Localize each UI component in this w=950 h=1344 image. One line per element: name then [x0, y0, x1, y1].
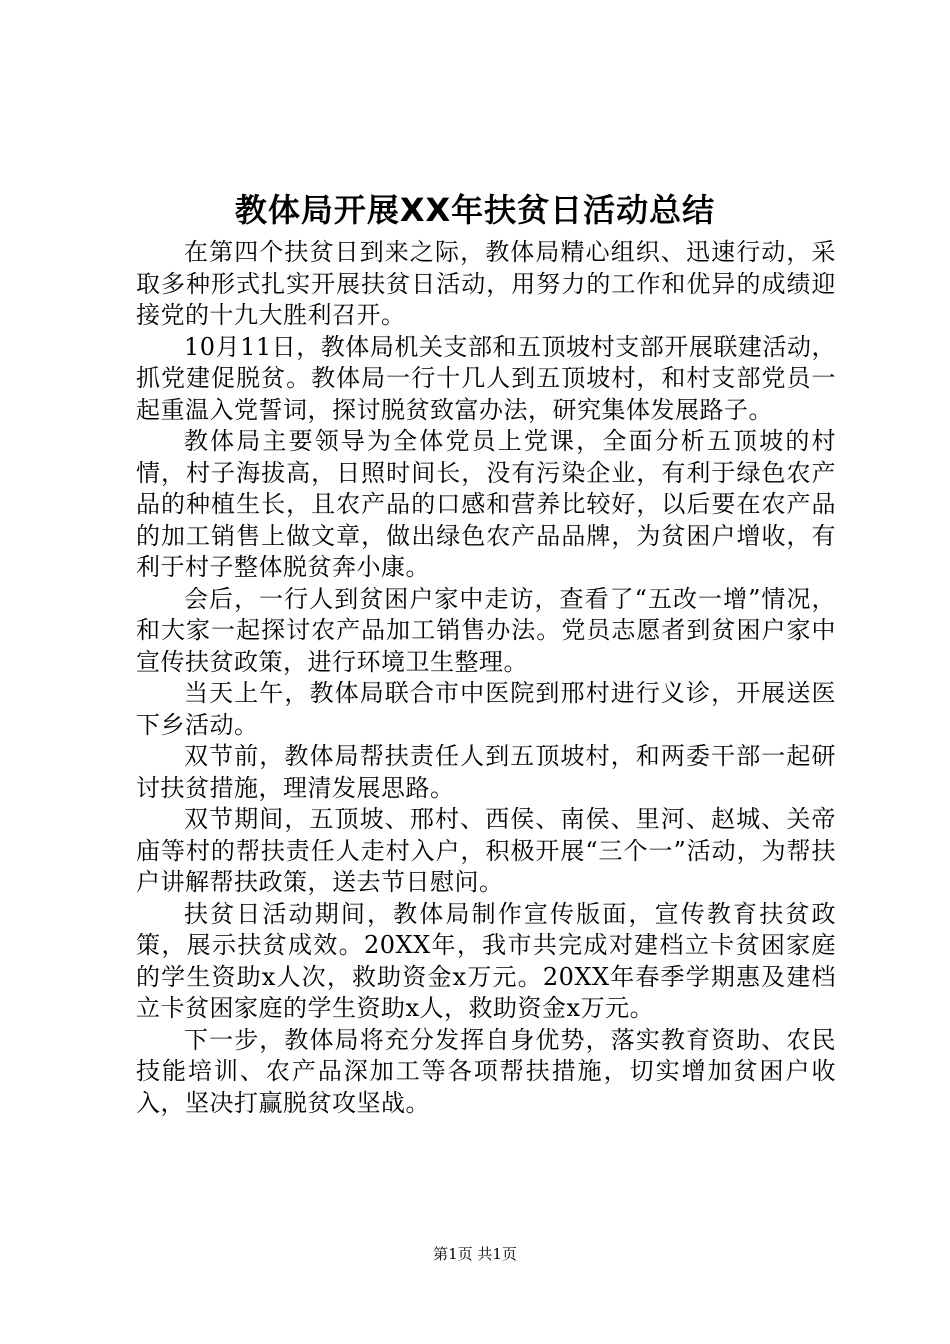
paragraph-4: 会后，一行人到贫困户家中走访，查看了“五改一增”情况，和大家一起探讨农产品加工销售办法。党员志愿者到贫困户家中宣传扶贫政策，进行环境卫生整理。 [136, 584, 836, 676]
document-title: 教体局开展XX年扶贫日活动总结 [234, 191, 716, 229]
paragraph-7: 双节期间，五顶坡、邢村、西侯、南侯、里河、赵城、关帝庙等村的帮扶责任人走村入户，积极开展“三个一”活动，为帮扶户讲解帮扶政策，送去节日慰问。 [136, 805, 836, 896]
paragraph-2: 10月11日，教体局机关支部和五顶坡村支部开展联建活动，抓党建促脱贫。教体局一行十几人到五顶坡村，和村支部党员一起重温入党誓词，探讨脱贫致富办法，研究集体发展路子。 [136, 332, 836, 424]
paragraph-1: 在第四个扶贫日到来之际，教体局精心组织、迅速行动，采取多种形式扎实开展扶贫日活动，用努力的工作和优异的成绩迎接党的十九大胜利召开。 [136, 238, 836, 329]
document-body [136, 237, 836, 1119]
paragraph-6: 双节前，教体局帮扶责任人到五顶坡村，和两委干部一起研讨扶贫措施，理清发展思路。 [136, 742, 836, 802]
paragraph-8: 扶贫日活动期间，教体局制作宣传版面，宣传教育扶贫政策，展示扶贫成效。20XX年，我市共完成对建档立卡贫困家庭的学生资助x人次，救助资金x万元。20XX年春季学期惠及建档立卡贫困家庭的学生资助x人，救助资金x万元。 [136, 899, 836, 1022]
paragraph-3: 教体局主要领导为全体党员上党课，全面分析五顶坡的村情，村子海拔高，日照时间长，没有污染企业，有利于绿色农产品的种植生长，且农产品的口感和营养比较好，以后要在农产品的加工销售上做文章，做出绿色农产品品牌，为贫困户增收，有利于村子整体脱贫奔小康。 [136, 427, 836, 581]
paragraph-5: 当天上午，教体局联合市中医院到邢村进行义诊，开展送医下乡活动。 [136, 679, 836, 739]
paragraph-9: 下一步，教体局将充分发挥自身优势，落实教育资助、农民技能培训、农产品深加工等各项帮扶措施，切实增加贫困户收入，坚决打赢脱贫攻坚战。 [136, 1025, 836, 1117]
page-footer: 第1页 共1页 [433, 1245, 517, 1263]
